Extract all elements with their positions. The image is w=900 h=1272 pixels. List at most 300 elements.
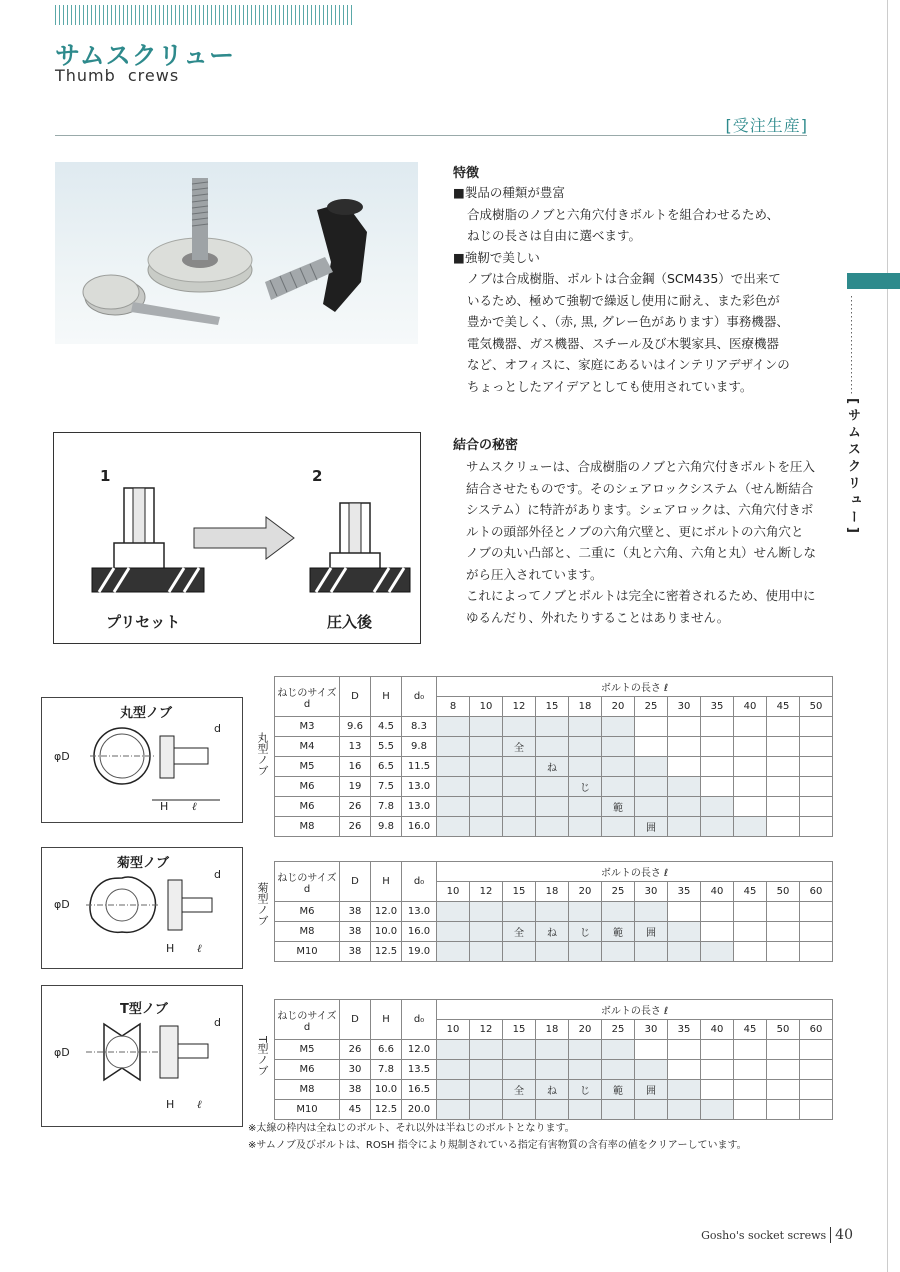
bullet-square-icon bbox=[453, 250, 465, 265]
cell-H: 6.5 bbox=[371, 757, 402, 777]
spec-table bbox=[274, 861, 833, 962]
cell-d0: 16.5 bbox=[402, 1080, 437, 1100]
length-cell bbox=[800, 737, 833, 757]
length-cell bbox=[668, 737, 701, 757]
cell-H: 7.8 bbox=[371, 1060, 402, 1080]
header-size: ねじのサイズ d bbox=[275, 677, 340, 717]
table-row bbox=[275, 922, 833, 942]
secret-heading: 結合の秘密 bbox=[453, 438, 519, 453]
header-size: ねじのサイズ d bbox=[275, 1000, 340, 1040]
side-tab bbox=[847, 273, 900, 289]
length-header-cell: 10 bbox=[437, 1020, 470, 1040]
length-cell bbox=[701, 1080, 734, 1100]
svg-text:φD: φD bbox=[54, 750, 70, 763]
length-cell bbox=[635, 1040, 668, 1060]
length-header-cell: 40 bbox=[734, 697, 767, 717]
cell-H: 5.5 bbox=[371, 737, 402, 757]
length-cell bbox=[437, 942, 470, 962]
length-cell bbox=[602, 717, 635, 737]
cell-H: 12.5 bbox=[371, 1100, 402, 1120]
preset-assembly-drawing bbox=[92, 488, 204, 592]
page-title: サムスクリュー bbox=[55, 41, 236, 70]
secret-line: ゆるんだり、外れたりすることはありません。 bbox=[466, 609, 730, 625]
length-cell bbox=[701, 942, 734, 962]
length-cell bbox=[767, 1060, 800, 1080]
bullet-square-icon bbox=[453, 185, 465, 200]
length-cell bbox=[701, 777, 734, 797]
length-header-cell: 18 bbox=[536, 1020, 569, 1040]
length-cell bbox=[701, 757, 734, 777]
length-cell: じ bbox=[569, 922, 602, 942]
length-cell bbox=[536, 1100, 569, 1120]
table-row bbox=[275, 942, 833, 962]
secret-line: これによってノブとボルトは完全に密着されるため、使用中に bbox=[466, 588, 816, 603]
cell-D: 38 bbox=[340, 1080, 371, 1100]
length-cell bbox=[602, 902, 635, 922]
page-edge-line bbox=[887, 0, 888, 1272]
length-header-cell: 15 bbox=[536, 697, 569, 717]
length-cell bbox=[668, 922, 701, 942]
length-cell bbox=[701, 922, 734, 942]
t-knob-spec-table bbox=[274, 999, 833, 1120]
svg-text:d: d bbox=[214, 1016, 221, 1029]
cell-size: M6 bbox=[275, 1060, 340, 1080]
header-length: ボルトの長さ ℓ bbox=[437, 677, 833, 697]
length-cell bbox=[767, 717, 800, 737]
length-cell bbox=[569, 1040, 602, 1060]
header-size: ねじのサイズ d bbox=[275, 862, 340, 902]
cell-d0: 11.5 bbox=[402, 757, 437, 777]
length-cell bbox=[503, 817, 536, 837]
length-cell bbox=[701, 902, 734, 922]
length-header-cell: 40 bbox=[701, 882, 734, 902]
feature-2-line: ノブは合成樹脂、ボルトは合金鋼（SCM435）で出来て bbox=[467, 271, 781, 286]
cell-d0: 20.0 bbox=[402, 1100, 437, 1120]
length-cell bbox=[635, 942, 668, 962]
page-subtitle: Thumb crews bbox=[55, 66, 180, 85]
length-cell bbox=[800, 902, 833, 922]
cell-D: 9.6 bbox=[340, 717, 371, 737]
cell-H: 6.6 bbox=[371, 1040, 402, 1060]
table-row bbox=[275, 1060, 833, 1080]
length-cell bbox=[800, 777, 833, 797]
length-header-cell: 35 bbox=[701, 697, 734, 717]
cell-H: 9.8 bbox=[371, 817, 402, 837]
cell-size: M5 bbox=[275, 1040, 340, 1060]
t-knob-drawing bbox=[41, 985, 243, 1127]
length-cell bbox=[767, 757, 800, 777]
length-cell bbox=[569, 942, 602, 962]
length-cell bbox=[734, 797, 767, 817]
length-cell bbox=[734, 922, 767, 942]
length-header-cell: 20 bbox=[569, 882, 602, 902]
cell-d0: 16.0 bbox=[402, 922, 437, 942]
length-cell bbox=[668, 902, 701, 922]
features-text bbox=[453, 182, 813, 397]
length-cell bbox=[437, 817, 470, 837]
length-cell bbox=[470, 902, 503, 922]
length-cell bbox=[767, 1040, 800, 1060]
length-header-cell: 15 bbox=[503, 882, 536, 902]
cell-H: 7.8 bbox=[371, 797, 402, 817]
length-cell bbox=[668, 942, 701, 962]
page-footer bbox=[701, 1227, 853, 1243]
length-header-cell: 10 bbox=[470, 697, 503, 717]
secret-text bbox=[466, 456, 816, 628]
length-cell: 囲 bbox=[635, 922, 668, 942]
cell-size: M10 bbox=[275, 1100, 340, 1120]
length-cell: ね bbox=[536, 1080, 569, 1100]
length-cell bbox=[800, 942, 833, 962]
cell-H: 4.5 bbox=[371, 717, 402, 737]
length-header-cell: 45 bbox=[767, 697, 800, 717]
length-cell bbox=[668, 757, 701, 777]
cell-D: 16 bbox=[340, 757, 371, 777]
cell-D: 13 bbox=[340, 737, 371, 757]
length-cell bbox=[437, 737, 470, 757]
table-row bbox=[275, 1100, 833, 1120]
length-cell bbox=[635, 1100, 668, 1120]
side-section-label: [サムスクリュー] bbox=[845, 398, 860, 537]
length-cell bbox=[701, 1060, 734, 1080]
length-cell bbox=[701, 1040, 734, 1060]
length-cell bbox=[437, 1060, 470, 1080]
length-cell bbox=[668, 1080, 701, 1100]
secret-line: システム）に特許があります。シェアロックは、六角穴付きボ bbox=[466, 502, 814, 517]
length-cell bbox=[635, 737, 668, 757]
cell-D: 26 bbox=[340, 817, 371, 837]
length-cell: 全 bbox=[503, 737, 536, 757]
arrow-right-icon bbox=[194, 517, 294, 559]
cell-d0: 13.0 bbox=[402, 797, 437, 817]
length-header-cell: 30 bbox=[635, 1020, 668, 1040]
length-header-cell: 25 bbox=[602, 1020, 635, 1040]
length-cell bbox=[734, 737, 767, 757]
cell-size: M8 bbox=[275, 817, 340, 837]
header-stripes bbox=[55, 5, 355, 25]
length-cell bbox=[470, 1040, 503, 1060]
table-row bbox=[275, 1040, 833, 1060]
length-cell bbox=[800, 1100, 833, 1120]
length-cell bbox=[503, 777, 536, 797]
feature-1-line: ねじの長さは自由に選べます。 bbox=[467, 228, 642, 243]
length-cell bbox=[734, 1060, 767, 1080]
length-cell bbox=[668, 1060, 701, 1080]
length-cell bbox=[437, 922, 470, 942]
header-d0: d₀ bbox=[402, 677, 437, 717]
length-cell: 囲 bbox=[635, 817, 668, 837]
cell-d0: 9.8 bbox=[402, 737, 437, 757]
length-cell bbox=[734, 817, 767, 837]
length-header-cell: 20 bbox=[602, 697, 635, 717]
length-header-cell: 45 bbox=[734, 1020, 767, 1040]
length-cell bbox=[668, 817, 701, 837]
length-cell bbox=[668, 717, 701, 737]
length-cell: 全 bbox=[503, 922, 536, 942]
length-cell bbox=[437, 902, 470, 922]
length-cell bbox=[569, 902, 602, 922]
cell-size: M6 bbox=[275, 902, 340, 922]
length-header-cell: 50 bbox=[767, 1020, 800, 1040]
length-cell bbox=[767, 737, 800, 757]
length-cell bbox=[536, 942, 569, 962]
length-cell bbox=[569, 1060, 602, 1080]
svg-text:ℓ: ℓ bbox=[197, 942, 202, 955]
length-cell bbox=[437, 717, 470, 737]
order-badge: [受注生産] bbox=[725, 116, 808, 135]
length-cell bbox=[503, 717, 536, 737]
length-cell bbox=[668, 1100, 701, 1120]
length-cell: じ bbox=[569, 1080, 602, 1100]
cell-size: M6 bbox=[275, 777, 340, 797]
length-header-cell: 15 bbox=[503, 1020, 536, 1040]
feature-2-line: 豊かで美しく、（赤, 黒, グレー色があります）事務機器、 bbox=[467, 314, 789, 329]
step-1-number: 1 bbox=[100, 467, 111, 485]
length-cell bbox=[734, 942, 767, 962]
cell-d0: 13.0 bbox=[402, 777, 437, 797]
feature-1-title: 製品の種類が豊富 bbox=[464, 185, 565, 200]
footer-brand: Gosho's socket screws bbox=[701, 1229, 827, 1242]
length-cell bbox=[635, 797, 668, 817]
length-cell bbox=[437, 1080, 470, 1100]
length-cell bbox=[767, 817, 800, 837]
length-cell bbox=[503, 757, 536, 777]
cell-d0: 8.3 bbox=[402, 717, 437, 737]
length-cell bbox=[437, 797, 470, 817]
note-1: ※太線の枠内は全ねじのボルト、それ以外は半ねじのボルトとなります。 bbox=[248, 1123, 575, 1134]
header-d0: d₀ bbox=[402, 1000, 437, 1040]
length-cell bbox=[602, 757, 635, 777]
preset-label: プリセット bbox=[106, 613, 181, 631]
round-knob-title: 丸型ノブ bbox=[120, 706, 173, 721]
length-header-cell: 18 bbox=[536, 882, 569, 902]
cell-H: 12.5 bbox=[371, 942, 402, 962]
length-cell bbox=[569, 817, 602, 837]
cell-H: 7.5 bbox=[371, 777, 402, 797]
length-cell bbox=[635, 717, 668, 737]
length-cell bbox=[635, 902, 668, 922]
feature-2-title: 強靭で美しい bbox=[464, 249, 540, 265]
side-dots bbox=[851, 296, 852, 394]
length-header-cell: 40 bbox=[701, 1020, 734, 1040]
length-cell bbox=[767, 1100, 800, 1120]
length-cell bbox=[800, 1080, 833, 1100]
length-header-cell: 18 bbox=[569, 697, 602, 717]
length-cell bbox=[470, 1060, 503, 1080]
length-cell bbox=[800, 922, 833, 942]
length-cell bbox=[668, 1040, 701, 1060]
length-cell bbox=[602, 942, 635, 962]
length-header-cell: 25 bbox=[635, 697, 668, 717]
length-cell bbox=[635, 777, 668, 797]
header-H: H bbox=[371, 677, 402, 717]
svg-text:d: d bbox=[214, 722, 221, 735]
svg-text:d: d bbox=[214, 868, 221, 881]
press-fit-diagram bbox=[53, 432, 421, 644]
length-cell bbox=[503, 1060, 536, 1080]
secret-line: サムスクリューは、合成樹脂のノブと六角穴付きボルトを圧入 bbox=[466, 459, 816, 474]
length-header-cell: 50 bbox=[767, 882, 800, 902]
length-cell bbox=[734, 1100, 767, 1120]
length-header-cell: 50 bbox=[800, 697, 833, 717]
secret-line: 結合させたものです。そのシェアロックシステム（せん断結合 bbox=[466, 480, 814, 496]
length-cell bbox=[470, 1100, 503, 1120]
feature-2-line: 電気機器、ガス機器、スチール及び木製家具、医療機器 bbox=[467, 335, 780, 351]
cell-d0: 13.0 bbox=[402, 902, 437, 922]
header-H: H bbox=[371, 862, 402, 902]
svg-text:φD: φD bbox=[54, 898, 70, 911]
length-cell bbox=[800, 757, 833, 777]
cell-size: M10 bbox=[275, 942, 340, 962]
length-cell bbox=[536, 1060, 569, 1080]
cell-d0: 13.5 bbox=[402, 1060, 437, 1080]
length-cell bbox=[503, 942, 536, 962]
length-header-cell: 12 bbox=[470, 1020, 503, 1040]
cell-D: 19 bbox=[340, 777, 371, 797]
length-cell bbox=[470, 1080, 503, 1100]
length-cell bbox=[767, 777, 800, 797]
length-cell: 範 bbox=[602, 797, 635, 817]
length-header-cell: 25 bbox=[602, 882, 635, 902]
length-cell bbox=[437, 1100, 470, 1120]
length-header-cell: 12 bbox=[470, 882, 503, 902]
round-knob-drawing bbox=[41, 697, 243, 823]
flower-knob-vertical-label: 菊型ノブ bbox=[256, 882, 269, 926]
cell-size: M3 bbox=[275, 717, 340, 737]
length-cell bbox=[800, 1060, 833, 1080]
header-H: H bbox=[371, 1000, 402, 1040]
length-cell bbox=[635, 757, 668, 777]
length-cell bbox=[701, 1100, 734, 1120]
length-cell bbox=[437, 1040, 470, 1060]
length-cell bbox=[701, 817, 734, 837]
features-heading: 特徴 bbox=[453, 166, 480, 181]
t-knob-vertical-label: T型ノブ bbox=[256, 1036, 269, 1076]
length-cell: 全 bbox=[503, 1080, 536, 1100]
length-cell: じ bbox=[569, 777, 602, 797]
length-cell bbox=[668, 797, 701, 817]
length-cell bbox=[470, 717, 503, 737]
length-cell bbox=[767, 797, 800, 817]
length-cell: ね bbox=[536, 757, 569, 777]
table-row bbox=[275, 1080, 833, 1100]
length-cell bbox=[635, 1060, 668, 1080]
round-knob-spec-table bbox=[274, 676, 833, 837]
cell-D: 30 bbox=[340, 1060, 371, 1080]
secret-line: ノブの丸い凸部と、二重に（丸と六角、六角と丸）せん断しな bbox=[466, 545, 817, 560]
length-header-cell: 10 bbox=[437, 882, 470, 902]
svg-text:ℓ: ℓ bbox=[197, 1098, 202, 1111]
length-cell bbox=[767, 922, 800, 942]
header-D: D bbox=[340, 677, 371, 717]
length-header-cell: 12 bbox=[503, 697, 536, 717]
length-cell bbox=[536, 902, 569, 922]
length-cell bbox=[734, 902, 767, 922]
cell-d0: 12.0 bbox=[402, 1040, 437, 1060]
cell-H: 12.0 bbox=[371, 902, 402, 922]
step-2-number: 2 bbox=[312, 467, 323, 485]
svg-text:ℓ: ℓ bbox=[192, 800, 197, 813]
cell-D: 38 bbox=[340, 942, 371, 962]
secret-line: ルトの頭部外径とノブの六角穴壁と、更にボルトの六角穴と bbox=[466, 523, 804, 539]
table-row bbox=[275, 902, 833, 922]
header-D: D bbox=[340, 1000, 371, 1040]
length-cell bbox=[701, 737, 734, 757]
cell-H: 10.0 bbox=[371, 1080, 402, 1100]
length-cell bbox=[734, 777, 767, 797]
header-divider bbox=[55, 135, 807, 136]
length-cell bbox=[767, 942, 800, 962]
length-cell bbox=[569, 717, 602, 737]
length-cell bbox=[734, 1040, 767, 1060]
length-cell bbox=[569, 1100, 602, 1120]
length-cell bbox=[602, 1040, 635, 1060]
length-cell bbox=[470, 777, 503, 797]
length-cell bbox=[569, 737, 602, 757]
svg-text:φD: φD bbox=[54, 1046, 70, 1059]
length-cell bbox=[602, 1060, 635, 1080]
length-header-cell: 60 bbox=[800, 882, 833, 902]
header-length: ボルトの長さ ℓ bbox=[437, 1000, 833, 1020]
length-header-cell: 8 bbox=[437, 697, 470, 717]
feature-2-line: ちょっとしたアイデアとしても使用されています。 bbox=[467, 378, 753, 394]
length-cell bbox=[503, 1100, 536, 1120]
flower-knob-title: 菊型ノブ bbox=[117, 856, 170, 871]
table-row bbox=[275, 717, 833, 737]
length-header-cell: 35 bbox=[668, 1020, 701, 1040]
length-cell bbox=[734, 757, 767, 777]
round-knob-vertical-label: 丸型ノブ bbox=[256, 732, 269, 776]
length-cell bbox=[503, 1040, 536, 1060]
length-cell bbox=[536, 777, 569, 797]
length-cell bbox=[470, 817, 503, 837]
length-header-cell: 45 bbox=[734, 882, 767, 902]
length-cell bbox=[668, 777, 701, 797]
length-cell bbox=[602, 817, 635, 837]
feature-1-line: 合成樹脂のノブと六角穴付きボルトを組合わせるため、 bbox=[467, 206, 780, 222]
length-cell bbox=[701, 797, 734, 817]
cell-H: 10.0 bbox=[371, 922, 402, 942]
cell-size: M8 bbox=[275, 1080, 340, 1100]
spec-table bbox=[274, 999, 833, 1120]
length-cell: 囲 bbox=[635, 1080, 668, 1100]
feature-2-line: など、オフィスに、家庭にあるいはインテリアデザインの bbox=[467, 357, 790, 372]
length-cell bbox=[503, 902, 536, 922]
length-cell bbox=[767, 902, 800, 922]
spec-table bbox=[274, 676, 833, 837]
svg-text:H: H bbox=[160, 800, 169, 813]
length-cell bbox=[800, 717, 833, 737]
length-cell bbox=[602, 1100, 635, 1120]
length-cell bbox=[536, 797, 569, 817]
pressed-assembly-drawing bbox=[310, 503, 410, 592]
table-row bbox=[275, 777, 833, 797]
cell-D: 26 bbox=[340, 1040, 371, 1060]
length-cell bbox=[767, 1080, 800, 1100]
feature-2-line: いるため、極めて強靭で繰返し使用に耐え、また彩色が bbox=[467, 292, 780, 308]
cell-size: M8 bbox=[275, 922, 340, 942]
cell-D: 45 bbox=[340, 1100, 371, 1120]
length-cell bbox=[602, 737, 635, 757]
cell-D: 38 bbox=[340, 902, 371, 922]
svg-text:H: H bbox=[166, 1098, 175, 1111]
length-header-cell: 20 bbox=[569, 1020, 602, 1040]
length-cell bbox=[569, 757, 602, 777]
product-photo bbox=[55, 162, 418, 344]
length-cell bbox=[536, 717, 569, 737]
note-2: ※サムノブ及びボルトは、ROSH 指令により規制されている指定有害物質の含有率の値をクリアーしています。 bbox=[248, 1140, 747, 1151]
length-cell bbox=[470, 942, 503, 962]
